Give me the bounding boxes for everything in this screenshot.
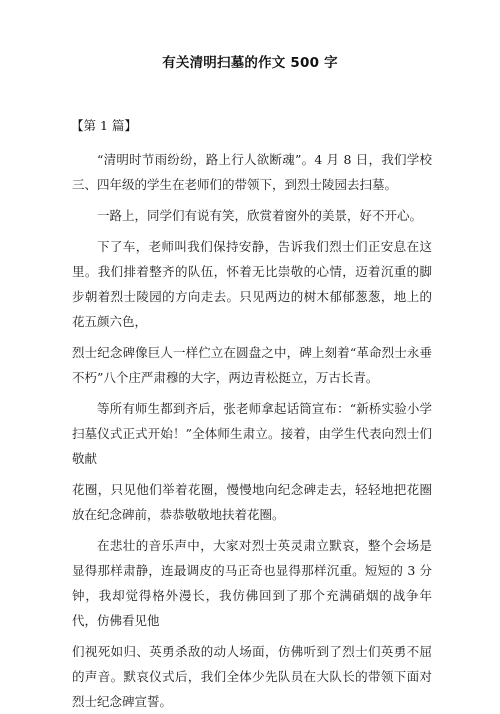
paragraph-8: 们视死如归、英勇杀敌的动人场面，仿佛听到了烈士们英勇不屈的声音。默哀仪式后，我们全体少先队员在大队长的带领下面对烈士纪念碑宣誓。 xyxy=(72,644,432,709)
paragraph-3: 下了车，老师叫我们保持安静，告诉我们烈士们正安息在这里。我们排着整齐的队伍，怀着无比崇敬的心情，迈着沉重的脚步朝着烈士陵园的方向走去。只见两边的树木郁郁葱葱，地上的花五颜六色， xyxy=(72,239,432,329)
document-body xyxy=(72,147,432,714)
section-label: 【第 1 篇】 xyxy=(71,118,137,133)
paragraph-5: 等所有师生都到齐后，张老师拿起话筒宣布：“新桥实验小学扫墓仪式正式开始！”全体师生肃立。接着，由学生代表向烈士们敬献 xyxy=(72,401,432,466)
document-title: 有关清明扫墓的作文 500 字 xyxy=(162,55,338,71)
paragraph-1: “清明时节雨纷纷，路上行人欲断魂”。4 月 8 日，我们学校三、四年级的学生在老师们的带领下，到烈士陵园去扫墓。 xyxy=(72,152,432,192)
paragraph-7: 在悲壮的音乐声中，大家对烈士英灵肃立默哀，整个会场是显得那样肃静，连最调皮的马正奇也显得那样沉重。短短的 3 分钟，我却觉得格外漫长，我仿佛回到了那个充满硝烟的战争年代，仿佛看见他 xyxy=(72,538,432,628)
paragraph-4: 烈士纪念碑像巨人一样伫立在圆盘之中，碑上刻着“革命烈士永垂不朽”八个庄严肃穆的大字，两边青松挺立，万古长青。 xyxy=(72,345,432,385)
paragraph-2: 一路上，同学们有说有笑，欣赏着窗外的美景，好不开心。 xyxy=(97,208,423,223)
paragraph-6: 花圈，只见他们举着花圈，慢慢地向纪念碑走去，轻轻地把花圈放在纪念碑前，恭恭敬敬地扶着花圈。 xyxy=(72,482,432,522)
